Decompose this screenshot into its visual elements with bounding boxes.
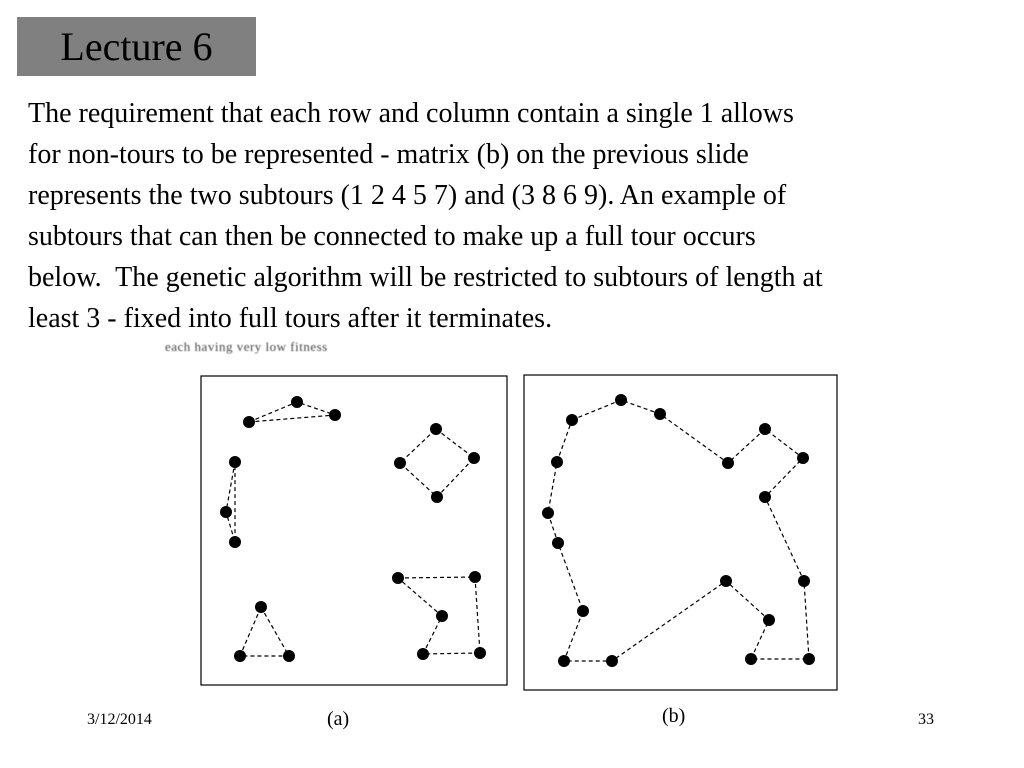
panel-a-caption: (a) [327,708,350,730]
node [220,506,232,518]
node [803,653,815,665]
node [430,423,442,435]
node [759,423,771,435]
subtour-bottom-left-triangle [240,607,289,656]
node [551,456,563,468]
node [606,655,618,667]
node [552,537,564,549]
node [234,650,246,662]
node [243,416,255,428]
subtour-diamond [400,429,474,497]
node [759,491,771,503]
node [722,457,734,469]
node [566,414,578,426]
slide-title: Lecture 6 [60,23,213,69]
panel-b-nodes [542,394,815,667]
node [797,452,809,464]
node [255,601,267,613]
footer-page-number: 33 [918,711,934,728]
node [394,457,406,469]
slide-body-text: The requirement that each row and column contain a single 1 allows for non-tours to be represented - matrix (b) on the previous slide represents the two subtours (1 2 4 5 7) and (3 8 6 9). An example of subtours that can then be connected to make up a full tour occurs below. The genetic algorithm will be restricted to subtours of length at least 3 - fixed into full tours after it terminates. [28,98,823,334]
node [229,456,241,468]
node [283,650,295,662]
footer-date: 3/12/2014 [87,711,152,728]
node [720,575,732,587]
node [745,653,757,665]
scanned-text-fragment: each having very low fitness [165,340,328,354]
node [417,648,429,660]
node [474,647,486,659]
node [291,396,303,408]
panel-a-nodes [220,396,486,662]
node [577,605,589,617]
subtour-left-triangle [226,462,235,542]
node [392,572,404,584]
node [798,575,810,587]
node [431,491,443,503]
node [436,610,448,622]
panel-b-caption: (b) [662,705,686,727]
node [654,408,666,420]
node [468,452,480,464]
node [542,507,554,519]
node [329,409,341,421]
node [558,655,570,667]
node [615,394,627,406]
node [229,536,241,548]
node [469,571,481,583]
node [763,614,775,626]
